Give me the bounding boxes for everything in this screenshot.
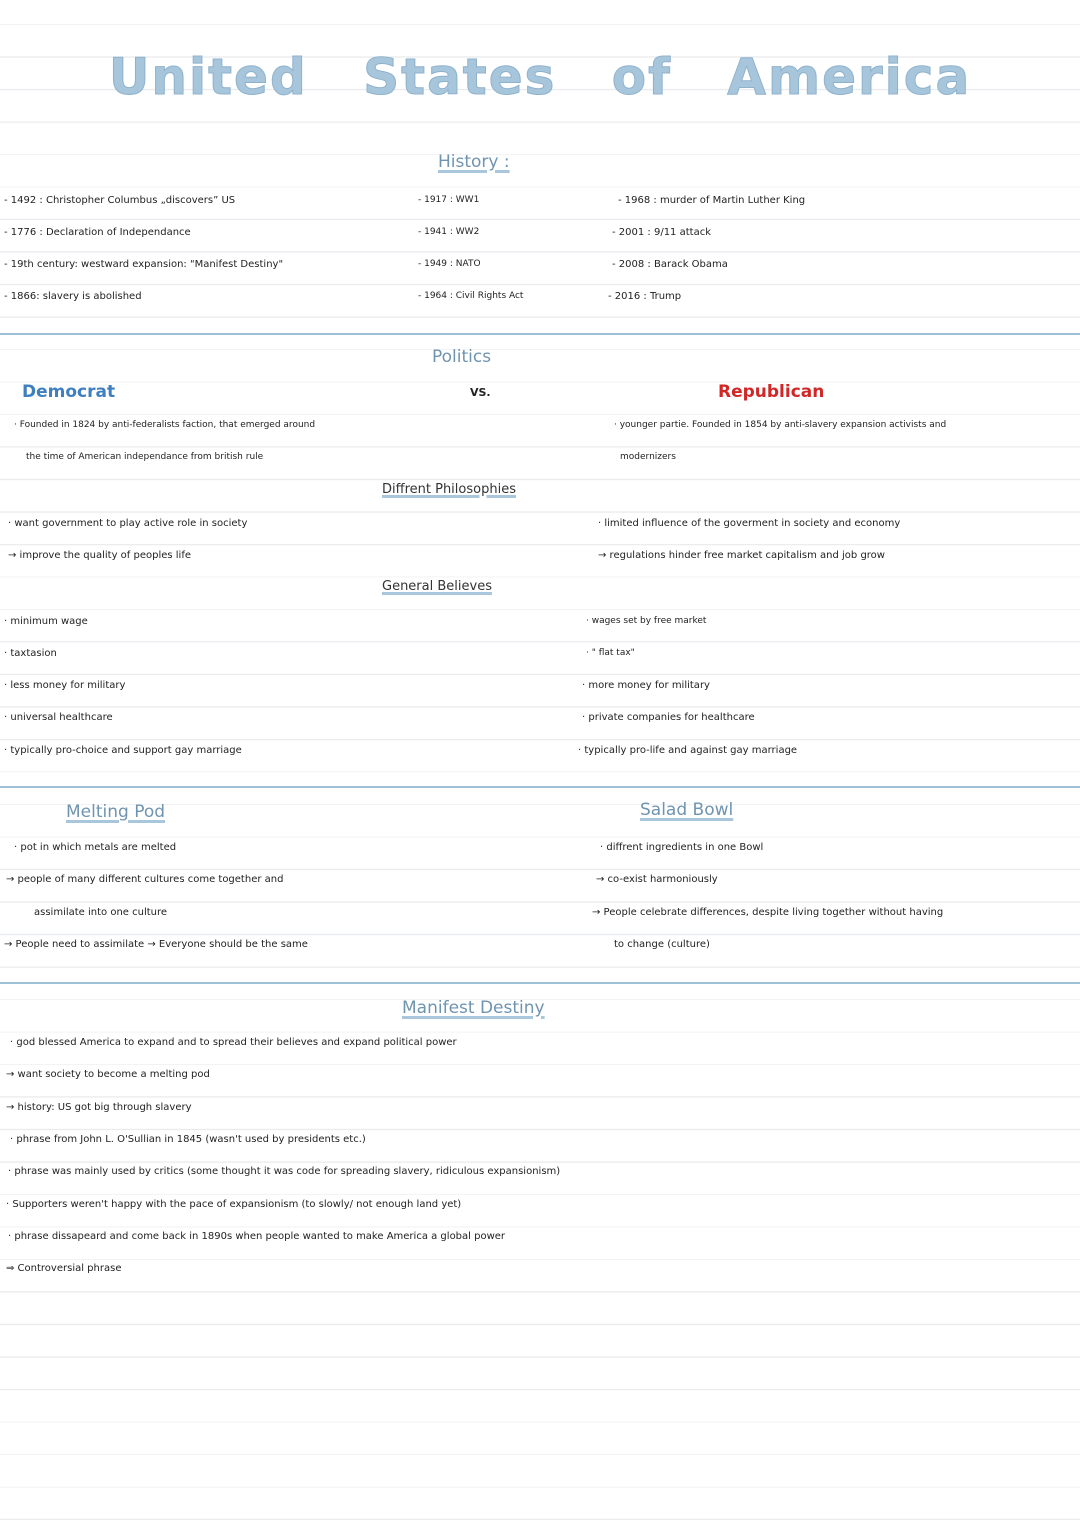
republican-belief: · private companies for healthcare <box>582 712 755 723</box>
section-divider <box>0 786 1080 788</box>
democrat-founded: the time of American independance from british rule <box>26 452 264 462</box>
republican-philosophy: · limited influence of the goverment in society and economy <box>598 518 901 529</box>
history-item: - 1941 : WW2 <box>418 227 480 237</box>
democrat-belief: · typically pro-choice and support gay marriage <box>4 745 242 756</box>
philosophies-heading: Diffrent Philosophies <box>382 482 516 497</box>
history-heading: History : <box>438 152 510 172</box>
salad-bowl-line: · diffrent ingredients in one Bowl <box>600 842 764 853</box>
history-item: - 1917 : WW1 <box>418 195 480 205</box>
history-item: - 1964 : Civil Rights Act <box>418 291 524 301</box>
melting-pot-heading: Melting Pod <box>66 802 166 822</box>
republican-label: Republican <box>718 382 825 402</box>
democrat-belief: · less money for military <box>4 680 126 691</box>
section-divider <box>0 982 1080 984</box>
history-item: - 1949 : NATO <box>418 259 481 269</box>
history-item: - 2016 : Trump <box>608 291 682 302</box>
democrat-belief: · minimum wage <box>4 616 88 627</box>
republican-philosophy: → regulations hinder free market capitalism and job grow <box>598 550 885 561</box>
history-item: - 1776 : Declaration of Independance <box>4 227 191 238</box>
manifest-destiny-line: · phrase dissapeard and come back in 1890s when people wanted to make America a global power <box>8 1231 506 1242</box>
democrat-belief: · taxtasion <box>4 648 57 659</box>
salad-bowl-line: to change (culture) <box>614 939 710 950</box>
melting-pot-line: · pot in which metals are melted <box>14 842 177 853</box>
republican-belief: · typically pro-life and against gay marriage <box>578 745 798 756</box>
republican-belief: · " flat tax" <box>586 648 635 658</box>
politics-heading: Politics <box>432 347 492 367</box>
history-item: - 2008 : Barack Obama <box>612 259 728 270</box>
republican-founded: modernizers <box>620 452 676 462</box>
versus-label: VS. <box>470 386 491 399</box>
manifest-destiny-line: · phrase was mainly used by critics (some thought it was code for spreading slavery, ridiculous expansionism) <box>8 1166 561 1177</box>
history-item: - 1866: slavery is abolished <box>4 291 142 302</box>
melting-pot-line: → people of many different cultures come together and <box>6 874 284 885</box>
manifest-destiny-line: · phrase from John L. O'Sullian in 1845 (wasn't used by presidents etc.) <box>10 1134 366 1145</box>
melting-pot-line: → People need to assimilate → Everyone should be the same <box>4 939 308 950</box>
manifest-destiny-line: → history: US got big through slavery <box>6 1102 192 1113</box>
democrat-label: Democrat <box>22 382 116 402</box>
democrat-philosophy: → improve the quality of peoples life <box>8 550 191 561</box>
salad-bowl-heading: Salad Bowl <box>640 800 734 820</box>
section-divider <box>0 333 1080 335</box>
history-item: - 2001 : 9/11 attack <box>612 227 711 238</box>
believes-heading: General Believes <box>382 579 492 594</box>
manifest-destiny-line: ⇒ Controversial phrase <box>6 1263 122 1274</box>
republican-founded: · younger partie. Founded in 1854 by anti-slavery expansion activists and <box>614 420 947 430</box>
democrat-philosophy: · want government to play active role in society <box>8 518 248 529</box>
manifest-destiny-heading: Manifest Destiny <box>402 998 545 1018</box>
history-item: - 1968 : murder of Martin Luther King <box>618 195 806 206</box>
republican-belief: · more money for military <box>582 680 710 691</box>
democrat-founded: · Founded in 1824 by anti-federalists faction, that emerged around <box>14 420 316 430</box>
salad-bowl-line: → co-exist harmoniously <box>596 874 718 885</box>
page-title: United States of America <box>108 48 972 106</box>
democrat-belief: · universal healthcare <box>4 712 113 723</box>
manifest-destiny-line: · Supporters weren't happy with the pace of expansionism (to slowly/ not enough land yet) <box>6 1199 462 1210</box>
salad-bowl-line: → People celebrate differences, despite living together without having <box>592 907 944 918</box>
manifest-destiny-line: → want society to become a melting pod <box>6 1069 210 1080</box>
manifest-destiny-line: · god blessed America to expand and to spread their believes and expand political power <box>10 1037 457 1048</box>
melting-pot-line: assimilate into one culture <box>34 907 168 918</box>
history-item: - 1492 : Christopher Columbus „discovers” US <box>4 195 236 206</box>
republican-belief: · wages set by free market <box>586 616 707 626</box>
history-item: - 19th century: westward expansion: "Manifest Destiny" <box>4 259 284 270</box>
